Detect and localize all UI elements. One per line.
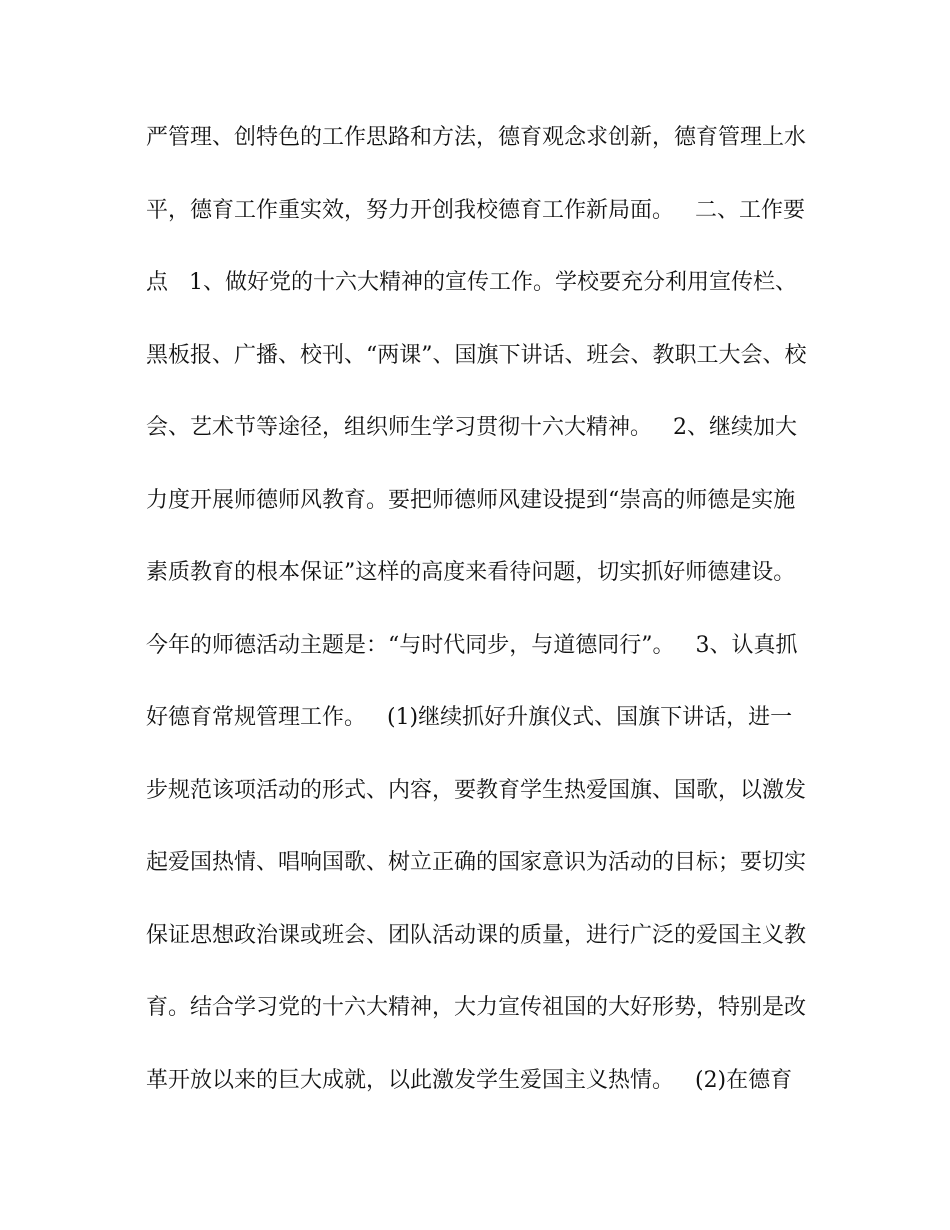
text-line: 革开放以来的巨大成就，以此激发学生爱国主义热情。 (2)在德育 <box>146 1067 793 1093</box>
text-line: 好德育常规管理工作。 (1)继续抓好升旗仪式、国旗下讲话，进一 <box>146 705 793 730</box>
text-line: 育。结合学习党的十六大精神，大力宣传祖国的大好形势，特别是改 <box>146 995 807 1020</box>
text-line: 点 1、做好党的十六大精神的宣传工作。学校要充分利用宣传栏、 <box>146 270 797 295</box>
body-text <box>146 118 826 1133</box>
text-line: 保证思想政治课或班会、团队活动课的质量，进行广泛的爱国主义教 <box>146 922 807 948</box>
text-line: 力度开展师德师风教育。要把师德师风建设提到“崇高的师德是实施 <box>146 487 796 513</box>
text-line: 今年的师德活动主题是：“与时代同步，与道德同行”。 3、认真抓 <box>146 632 798 658</box>
text-line: 起爱国热情、唱响国歌、树立正确的国家意识为活动的目标；要切实 <box>146 850 807 875</box>
text-line: 平，德育工作重实效，努力开创我校德育工作新局面。 二、工作要 <box>146 197 805 223</box>
text-line: 步规范该项活动的形式、内容，要教育学生热爱国旗、国歌，以激发 <box>146 777 807 803</box>
text-line: 会、艺术节等途径，组织师生学习贯彻十六大精神。 2、继续加大 <box>146 415 797 440</box>
text-line: 黑板报、广播、校刊、“两课”、国旗下讲话、班会、教职工大会、校 <box>146 342 807 368</box>
text-line: 素质教育的根本保证”这样的高度来看待问题，切实抓好师德建设。 <box>146 560 796 585</box>
text-line: 严管理、创特色的工作思路和方法，德育观念求创新，德育管理上水 <box>146 125 807 150</box>
